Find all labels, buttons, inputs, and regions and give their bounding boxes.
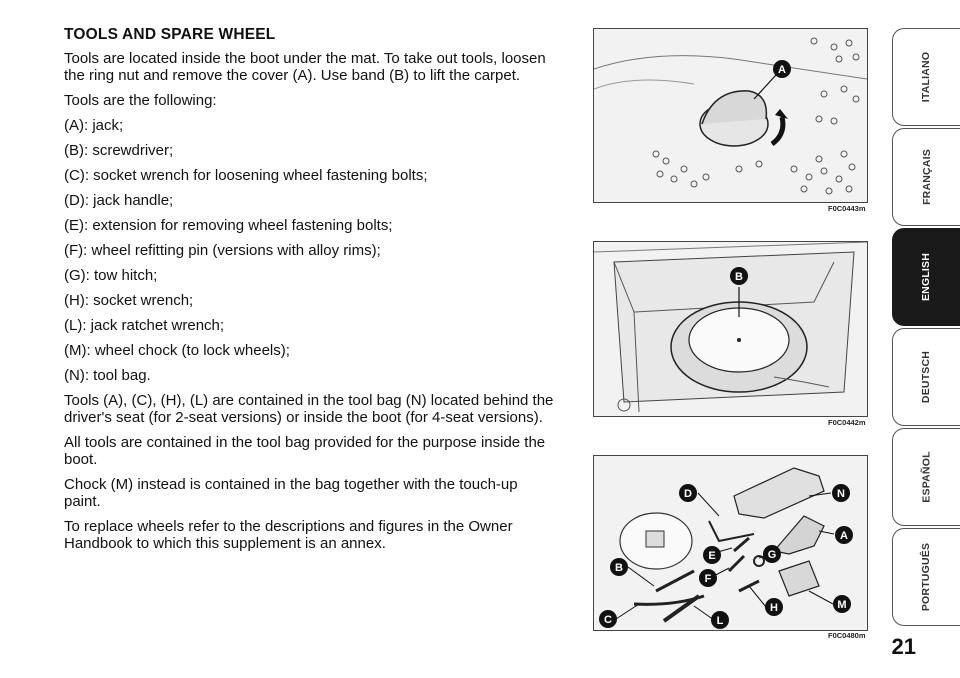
paragraph: Tools are the following: bbox=[64, 92, 217, 109]
callout-label: A bbox=[840, 530, 848, 542]
paragraph: Tools are located inside the boot under the mat. To take out tools, loosen the ring nut and remove the cover (A). Use band (B) to lift the carpet. bbox=[64, 50, 546, 84]
spare-wheel-illustration bbox=[594, 242, 867, 416]
callout-label: B bbox=[735, 271, 743, 283]
tool-item: (G): tow hitch; bbox=[64, 267, 158, 284]
text-column bbox=[64, 26, 554, 560]
callout-label: B bbox=[615, 562, 623, 574]
paragraph: All tools are contained in the tool bag provided for the purpose inside the boot. bbox=[64, 434, 546, 468]
tab-deutsch[interactable]: DEUTSCH bbox=[892, 328, 960, 426]
tab-portugues[interactable]: PORTUGUÊS bbox=[892, 528, 960, 626]
figure-boot-cover bbox=[593, 28, 868, 203]
callout-label: C bbox=[604, 614, 612, 626]
tool-item: (E): extension for removing wheel fastening bolts; bbox=[64, 217, 393, 234]
paragraph: Tools (A), (C), (H), (L) are contained in the tool bag (N) located behind the driver's seat (for 2-seat versions) or inside the boot (for 4-seat versions). bbox=[64, 392, 554, 426]
page-number: 21 bbox=[891, 634, 916, 659]
tool-item: (D): jack handle; bbox=[64, 192, 174, 209]
figure-spare-wheel bbox=[593, 241, 868, 417]
tab-francais[interactable]: FRANÇAIS bbox=[892, 128, 960, 226]
callout-label: L bbox=[716, 615, 724, 627]
tool-item: (F): wheel refitting pin (versions with alloy rims); bbox=[64, 242, 381, 259]
section-heading: TOOLS AND SPARE WHEEL bbox=[64, 26, 276, 43]
tool-item: (H): socket wrench; bbox=[64, 292, 194, 309]
tool-item: (C): socket wrench for loosening wheel fastening bolts; bbox=[64, 167, 428, 184]
tab-english[interactable]: ENGLISH bbox=[892, 228, 960, 326]
figure-caption: F0C0480m bbox=[828, 631, 866, 640]
tab-italiano[interactable]: ITALIANO bbox=[892, 28, 960, 126]
figure-caption: F0C0442m bbox=[828, 418, 866, 427]
tool-kit-illustration bbox=[594, 456, 867, 630]
callout-label: D bbox=[684, 488, 692, 500]
tool-item: (L): jack ratchet wrench; bbox=[64, 317, 225, 334]
tool-item: (B): screwdriver; bbox=[64, 142, 174, 159]
callout-label: E bbox=[708, 550, 716, 562]
paragraph: To replace wheels refer to the descriptions and figures in the Owner Handbook to which this supplement is an annex. bbox=[64, 518, 513, 552]
tab-espanol[interactable]: ESPAÑOL bbox=[892, 428, 960, 526]
callout-label: N bbox=[837, 488, 845, 500]
tool-item: (A): jack; bbox=[64, 117, 124, 134]
callout-label: H bbox=[770, 602, 778, 614]
tool-item: (N): tool bag. bbox=[64, 367, 151, 384]
callout-label: G bbox=[767, 549, 777, 561]
figure-tool-kit bbox=[593, 455, 868, 631]
callout-label: M bbox=[837, 599, 847, 611]
boot-cover-illustration bbox=[594, 29, 867, 202]
tool-item: (M): wheel chock (to lock wheels); bbox=[64, 342, 290, 359]
figure-caption: F0C0443m bbox=[828, 204, 866, 213]
callout-label: F bbox=[704, 573, 712, 585]
callout-label: A bbox=[778, 64, 786, 76]
paragraph: Chock (M) instead is contained in the bag together with the touch-up paint. bbox=[64, 476, 518, 510]
